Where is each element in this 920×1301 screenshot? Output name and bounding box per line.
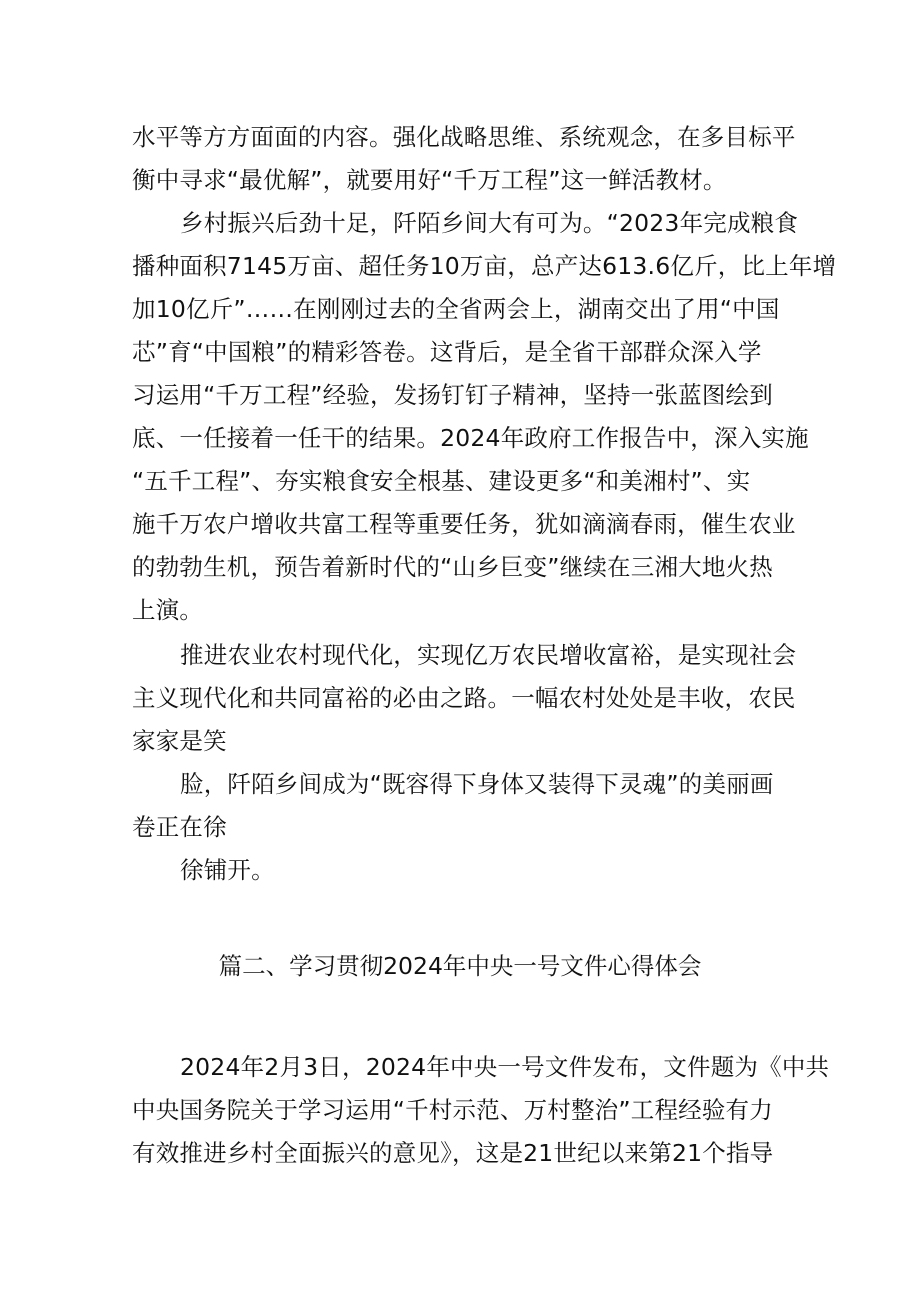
paragraph-line: 的勃勃生机，预告着新时代的“山乡巨变”继续在三湘大地火热	[132, 553, 773, 581]
paragraph-line: 水平等方方面面的内容。强化战略思维、系统观念，在多目标平	[132, 123, 796, 151]
paragraph-line: 家家是笑	[132, 727, 227, 755]
paragraph-line: 2024年2月3日，2024年中央一号文件发布，文件题为《中共	[180, 1053, 830, 1081]
paragraph-line: 脸，阡陌乡间成为“既容得下身体又装得下灵魂”的美丽画	[180, 770, 774, 798]
paragraph-line: 卷正在徐	[132, 813, 227, 841]
paragraph-line: 推进农业农村现代化，实现亿万农民增收富裕，是实现社会	[180, 641, 797, 669]
paragraph-line: 徐铺开。	[180, 856, 275, 884]
paragraph-line: 播种面积7145万亩、超任务10万亩，总产达613.6亿斤，比上年增	[132, 252, 837, 280]
paragraph-line: 习运用“千万工程”经验，发扬钉钉子精神，坚持一张蓝图绘到	[132, 381, 773, 409]
paragraph-line: 施千万农户增收共富工程等重要任务，犹如滴滴春雨，催生农业	[132, 510, 796, 538]
paragraph-line: 中央国务院关于学习运用“千村示范、万村整治”工程经验有力	[132, 1096, 773, 1124]
paragraph-line: 乡村振兴后劲十足，阡陌乡间大有可为。“2023年完成粮食	[180, 209, 799, 237]
paragraph-line: 芯”育“中国粮”的精彩答卷。这背后，是全省干部群众深入学	[132, 338, 762, 366]
paragraph-line: “五千工程”、夯实粮食安全根基、建设更多“和美湘村”、实	[132, 467, 751, 495]
paragraph-line: 主义现代化和共同富裕的必由之路。一幅农村处处是丰收，农民	[132, 684, 796, 712]
paragraph-line: 底、一任接着一任干的结果。2024年政府工作报告中，深入实施	[132, 424, 809, 452]
paragraph-line: 衡中寻求“最优解”，就要用好“千万工程”这一鲜活教材。	[132, 166, 727, 194]
paragraph-line: 加10亿斤”……在刚刚过去的全省两会上，湖南交出了用“中国	[132, 295, 780, 323]
section-title: 篇二、学习贯彻2024年中央一号文件心得体会	[218, 952, 702, 980]
paragraph-line: 上演。	[132, 596, 204, 624]
paragraph-line: 有效推进乡村全面振兴的意见》，这是21世纪以来第21个指导	[132, 1139, 774, 1167]
